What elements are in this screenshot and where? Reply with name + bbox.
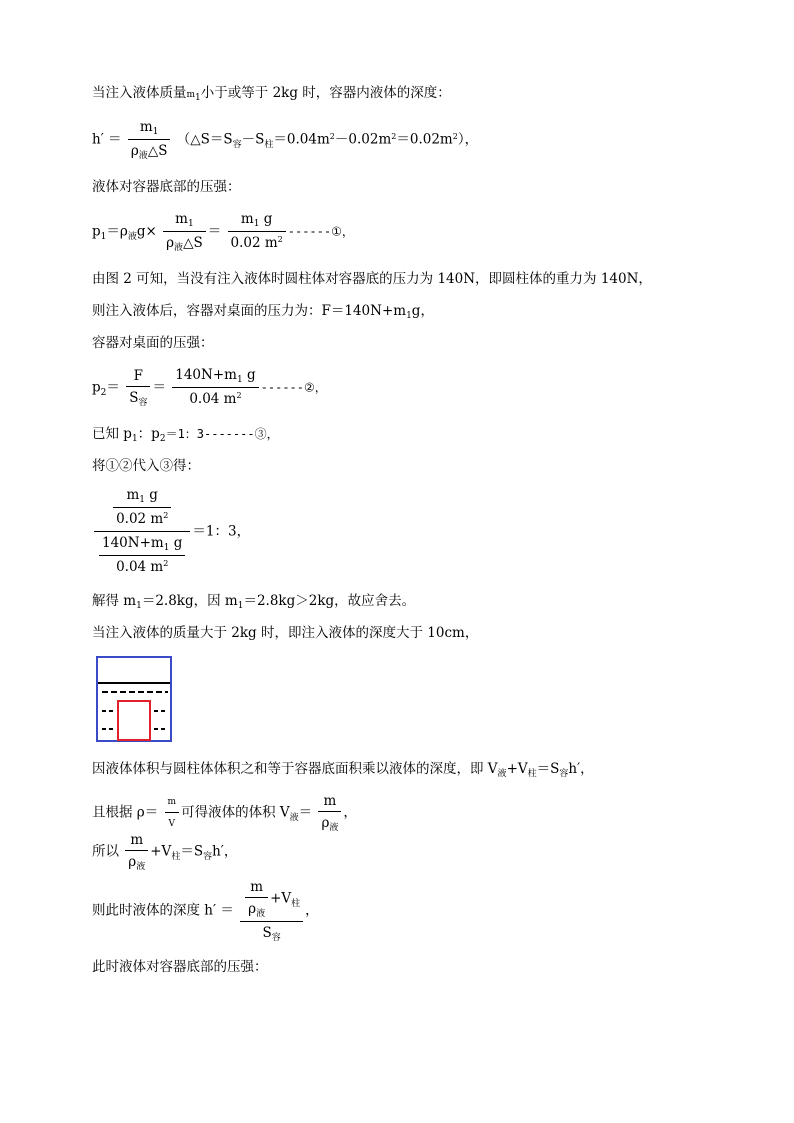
subscript: 容 bbox=[203, 851, 213, 862]
text: 此时液体对容器底部的压强： bbox=[92, 959, 268, 975]
text: 由图 2 可知，当没有注入液体时圆柱体对容器底的压力为 140N，即圆柱体的重力为 140N， bbox=[92, 271, 652, 287]
text: h′， bbox=[568, 761, 594, 777]
text-line bbox=[92, 84, 451, 104]
numerator: m bbox=[165, 793, 180, 813]
text: ------②， bbox=[260, 380, 327, 395]
text: ＝2.8kg，因 m bbox=[141, 593, 238, 609]
subscript: 1 bbox=[131, 434, 138, 444]
denominator: V bbox=[168, 819, 176, 829]
text: ＝0.04m bbox=[273, 131, 330, 148]
text: ＝ρ bbox=[106, 223, 128, 240]
text-line bbox=[92, 457, 200, 475]
fraction bbox=[165, 793, 180, 833]
text: ＝1：3-------③， bbox=[165, 427, 279, 441]
text: ：p bbox=[137, 426, 160, 442]
numerator-tail: +V bbox=[270, 890, 292, 907]
fraction bbox=[228, 210, 286, 254]
numerator-tail: g bbox=[149, 487, 158, 503]
denominator: S bbox=[129, 390, 139, 406]
fraction bbox=[163, 210, 206, 254]
text: 所以 bbox=[92, 843, 119, 860]
subscript: 液 bbox=[138, 151, 148, 161]
fraction bbox=[113, 486, 171, 530]
denominator: 0.04 m bbox=[116, 559, 164, 575]
fraction bbox=[125, 831, 148, 873]
subscript: 2 bbox=[100, 387, 107, 398]
subscript: 容 bbox=[559, 769, 569, 779]
cylinder bbox=[118, 701, 150, 740]
fraction bbox=[128, 118, 171, 162]
superscript: 2 bbox=[163, 511, 169, 520]
subscript: 液 bbox=[136, 862, 146, 872]
denominator: 0.02 m bbox=[230, 235, 278, 251]
subscript: 液 bbox=[329, 823, 339, 833]
denominator: 0.02 m bbox=[116, 511, 164, 527]
text: （△S＝S bbox=[176, 131, 233, 148]
fraction bbox=[318, 792, 341, 834]
subscript: 1 bbox=[136, 601, 142, 611]
text-line bbox=[92, 270, 652, 288]
text: ------①， bbox=[287, 224, 354, 239]
numerator-tail: g bbox=[246, 367, 256, 383]
subscript: 液 bbox=[174, 243, 184, 253]
text: 当注入液体的质量大于 2kg 时，即注入液体的深度大于 10cm， bbox=[92, 625, 479, 641]
equation-4 bbox=[92, 486, 250, 578]
text-line bbox=[92, 302, 434, 322]
denominator: S bbox=[262, 925, 272, 941]
subscript: 柱 bbox=[264, 139, 274, 150]
text: p bbox=[92, 223, 101, 240]
text: ＝S bbox=[536, 761, 560, 777]
subscript: 1 bbox=[100, 231, 107, 242]
numerator: F bbox=[133, 368, 143, 384]
text: g× bbox=[136, 223, 157, 240]
text-line bbox=[92, 425, 279, 445]
text: ＝1：3， bbox=[192, 523, 251, 540]
numerator-tail: g bbox=[263, 211, 273, 227]
text-line bbox=[92, 178, 241, 196]
denominator: ρ bbox=[166, 235, 175, 251]
subscript: 1 bbox=[152, 127, 159, 137]
subscript: 容 bbox=[271, 933, 281, 943]
container-diagram bbox=[96, 656, 174, 744]
text: －0.02m bbox=[334, 131, 392, 148]
text-line bbox=[92, 624, 478, 642]
text: ， bbox=[343, 804, 357, 821]
numerator: m bbox=[240, 211, 254, 227]
subscript: 液 bbox=[127, 231, 137, 242]
text: 因液体体积与圆柱体体积之和等于容器底面积乘以液体的深度，即 V bbox=[92, 761, 498, 777]
denominator-tail: △S bbox=[147, 143, 168, 159]
superscript: 2 bbox=[163, 559, 169, 568]
superscript: 2 bbox=[329, 131, 335, 141]
text: 将①②代入③得： bbox=[92, 458, 200, 474]
subscript: 柱 bbox=[291, 898, 301, 909]
text-line bbox=[92, 334, 214, 352]
text: h′ ＝ bbox=[92, 131, 122, 148]
text: 容器对桌面的压强： bbox=[92, 335, 214, 351]
numerator: m bbox=[139, 119, 153, 135]
fraction bbox=[245, 878, 268, 920]
fraction bbox=[99, 534, 185, 578]
text-line bbox=[92, 792, 357, 834]
symbol: m bbox=[186, 90, 196, 100]
superscript: 2 bbox=[277, 235, 283, 244]
fraction bbox=[172, 366, 258, 410]
text: 已知 p bbox=[92, 426, 132, 442]
subscript: 1 bbox=[406, 311, 412, 321]
equation-1 bbox=[92, 118, 478, 162]
text: g， bbox=[411, 303, 434, 319]
numerator: m bbox=[126, 487, 140, 503]
text-line bbox=[92, 760, 594, 780]
subscript: 液 bbox=[497, 769, 507, 779]
numerator: m bbox=[125, 831, 148, 851]
superscript: 2 bbox=[236, 391, 242, 400]
subscript: 液 bbox=[256, 909, 266, 919]
text: ＝ bbox=[152, 379, 166, 396]
numerator-tail: g bbox=[173, 535, 183, 551]
subscript: 2 bbox=[159, 434, 166, 444]
equation-5 bbox=[92, 878, 319, 944]
container-outline bbox=[97, 657, 171, 741]
denominator: ρ bbox=[130, 143, 139, 159]
numerator: m bbox=[245, 878, 268, 898]
text: ＝ bbox=[298, 804, 313, 821]
text: ， bbox=[305, 902, 319, 919]
text: ＝0.02m bbox=[396, 131, 453, 148]
text: +V bbox=[506, 761, 528, 777]
denominator-tail: △S bbox=[183, 235, 203, 251]
subscript: 容 bbox=[138, 398, 148, 408]
text: ＝S bbox=[180, 843, 204, 860]
text: 则此时液体的深度 h′ ＝ bbox=[92, 902, 234, 919]
subscript: 液 bbox=[289, 812, 299, 823]
numerator: m bbox=[318, 792, 341, 812]
compound-fraction bbox=[94, 486, 190, 578]
equation-2 bbox=[92, 210, 354, 254]
compound-fraction bbox=[240, 878, 303, 944]
numerator: 140N+m bbox=[102, 535, 164, 551]
text: h′， bbox=[212, 843, 238, 860]
text: 且根据 ρ＝ bbox=[92, 804, 159, 821]
subscript: 容 bbox=[232, 139, 242, 150]
subscript: 柱 bbox=[171, 851, 181, 862]
numerator: 140N+m bbox=[175, 367, 237, 383]
superscript: 2 bbox=[452, 131, 458, 141]
denominator: ρ bbox=[321, 815, 330, 831]
superscript: 2 bbox=[391, 131, 397, 141]
text: 小于或等于 2kg 时，容器内液体的深度： bbox=[200, 85, 451, 101]
denominator: 0.04 m bbox=[189, 391, 237, 407]
subscript: 1 bbox=[236, 375, 243, 385]
text: －S bbox=[241, 131, 265, 148]
text: 可得液体的体积 V bbox=[181, 804, 290, 821]
text: ）， bbox=[457, 131, 479, 148]
text: 液体对容器底部的压强： bbox=[92, 179, 241, 195]
numerator: m bbox=[175, 211, 188, 227]
text-line bbox=[92, 831, 237, 873]
text: +V bbox=[150, 843, 172, 860]
text: 解得 m bbox=[92, 593, 137, 609]
text: 则注入液体后，容器对桌面的压力为：F＝140N+m bbox=[92, 303, 407, 319]
denominator: ρ bbox=[248, 901, 257, 917]
fraction bbox=[126, 367, 150, 409]
subscript: 1 bbox=[253, 219, 260, 229]
subscript: 1 bbox=[139, 495, 145, 505]
equation-3 bbox=[92, 366, 327, 410]
subscript: 1 bbox=[163, 543, 170, 553]
subscript: 1 bbox=[237, 601, 244, 611]
denominator: ρ bbox=[128, 854, 137, 870]
text-line bbox=[92, 592, 415, 612]
text: ＝ bbox=[207, 223, 222, 240]
text: ＝2.8kg＞2kg，故应舍去。 bbox=[243, 593, 416, 609]
subscript: 柱 bbox=[527, 769, 537, 779]
text: p bbox=[92, 379, 101, 396]
text: 当注入液体质量 bbox=[92, 85, 187, 101]
subscript: 1 bbox=[187, 219, 194, 229]
text: ＝ bbox=[106, 379, 120, 396]
text-line bbox=[92, 958, 268, 976]
subscript: 1 bbox=[195, 93, 201, 103]
